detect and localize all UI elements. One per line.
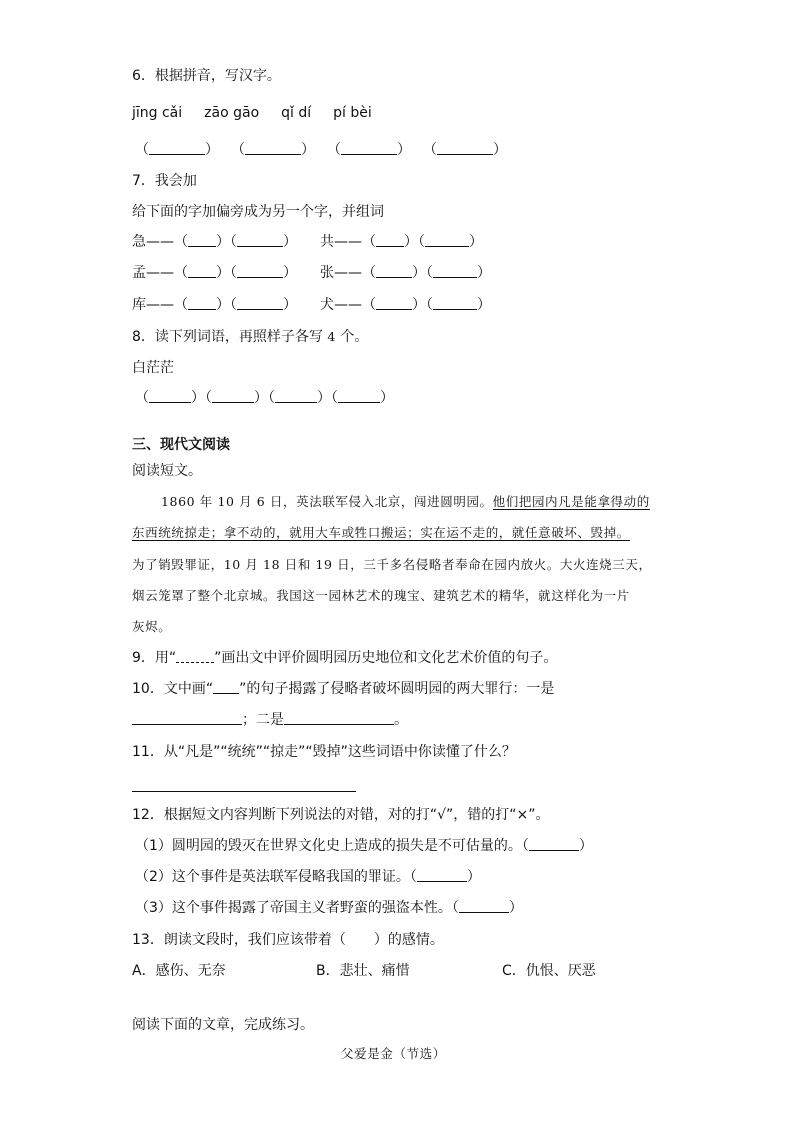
q7-row-3-right: 犬——（ ）（ ） (320, 297, 491, 313)
q11-answer-line[interactable] (132, 791, 356, 792)
section-heading: 三、现代文阅读 (132, 437, 230, 453)
answer-blank[interactable] (188, 296, 216, 310)
answer-blank[interactable] (237, 296, 283, 310)
answer-blank[interactable] (275, 389, 317, 403)
answer-blank[interactable] (237, 233, 283, 247)
q8-title-text: 8．读下列词语，再照样子各写 (132, 329, 323, 345)
answer-blank[interactable] (212, 389, 254, 403)
passage-line-3: 为了销毁罪证，10 月 18 日和 19 日，三千多名侵略者奉命在园内放火。大火连烧三天， (132, 557, 652, 572)
q11: 11．从“凡是”“统统”“掠走”“毁掉”这些词语中你读懂了什么？ (132, 744, 516, 760)
q13-option-c[interactable]: C．仇恨、厌恶 (502, 963, 596, 979)
answer-blank[interactable] (245, 141, 301, 155)
q7-title: 7．我会加 (132, 173, 197, 189)
q7-row-3-left: 库——（ ）（ ） (132, 297, 297, 313)
passage-underlined: 他们把园内凡是能拿得动的 (492, 494, 650, 509)
passage-line-1 (161, 493, 650, 511)
q10-text-b: ”的句子揭露了侵略者破坏圆明园的两大罪行：一是 (239, 681, 555, 697)
answer-blank[interactable] (237, 264, 283, 278)
answer-blank[interactable] (529, 837, 579, 851)
q7-row-1-right: 共——（ ）（ ） (320, 234, 483, 250)
reading-intro: 阅读短文。 (132, 463, 202, 479)
answer-blank[interactable] (149, 389, 191, 403)
q8-example: 白茫茫 (132, 360, 174, 376)
passage-line-2 (132, 524, 630, 542)
pinyin-2: zāo gāo (204, 105, 260, 121)
pinyin-3: qǐ dí (281, 105, 312, 121)
answer-blank[interactable] (188, 233, 216, 247)
q10-line-2 (132, 711, 408, 729)
answer-blank[interactable] (338, 389, 380, 403)
answer-blank[interactable] (149, 141, 205, 155)
pinyin-1: jīng cǎi (132, 105, 183, 121)
passage-text: 1860 年 10 月 6 日，英法联军侵入北京，闯进圆明园。 (161, 494, 493, 509)
char-label: 共—— (320, 234, 362, 250)
q7-row-1-left: 急——（ ）（ ） (132, 234, 297, 250)
q6-pinyin-row (132, 104, 372, 122)
next-article-title: 父爱是金（节选） (341, 1046, 446, 1061)
q7-instruction: 给下面的字加偏旁成为另一个字，并组词 (132, 204, 384, 220)
char-label: 张—— (320, 265, 362, 281)
q8-answer-row: （ ）（ ）（ ）（ ） (135, 390, 394, 406)
q6-answer-row: （ ） （ ） （ ） （ ） (135, 142, 507, 158)
q10-line-1 (132, 680, 554, 698)
q12-item-3: （3）这个事件揭露了帝国主义者野蛮的强盗本性。（ ） (135, 900, 523, 916)
answer-blank[interactable] (417, 868, 467, 882)
q12-item-1: （1）圆明园的毁灭在世界文化史上造成的损失是不可估量的。（ ） (135, 838, 593, 854)
answer-blank[interactable] (433, 264, 477, 278)
answer-blank[interactable] (425, 233, 469, 247)
answer-blank[interactable] (376, 264, 412, 278)
answer-blank[interactable] (284, 711, 394, 725)
answer-blank[interactable] (132, 711, 242, 725)
pinyin-4: pí bèi (333, 105, 372, 121)
q13-option-a[interactable]: A．感伤、无奈 (132, 963, 226, 979)
q12-item-text: （3）这个事件揭露了帝国主义者野蛮的强盗本性。 (135, 900, 452, 916)
answer-blank[interactable] (433, 296, 477, 310)
q7-row-2-right: 张——（ ）（ ） (320, 265, 491, 281)
q7-row-2-left: 孟——（ ）（ ） (132, 265, 297, 281)
q10-text-d: 。 (394, 712, 408, 728)
q13-stem: 13．朗读文段时，我们应该带着（ ）的感情。 (132, 932, 444, 948)
q9-text-b: ”画出文中评价圆明园历史地位和文化艺术价值的句子。 (214, 650, 558, 666)
char-label: 孟—— (132, 265, 174, 281)
q9 (132, 649, 557, 667)
q12-item-2: （2）这个事件是英法联军侵略我国的罪证。（ ） (135, 869, 481, 885)
char-label: 库—— (132, 297, 174, 313)
passage-line-5: 灰烬。 (132, 619, 172, 634)
char-label: 急—— (132, 234, 174, 250)
marker-sample (213, 680, 239, 694)
q8-title-end: 个。 (340, 329, 369, 345)
passage-underlined: 东西统统掠走；拿不动的，就用大车或牲口搬运；实在运不走的，就任意破坏、毁掉。 (132, 525, 630, 540)
answer-blank[interactable] (437, 141, 493, 155)
q8-count: 4 (327, 329, 336, 344)
q10-text-c: ；二是 (242, 712, 284, 728)
q12-title: 12．根据短文内容判断下列说法的对错，对的打“√”，错的打“×”。 (132, 807, 550, 823)
answer-blank[interactable] (376, 233, 404, 247)
q6-title: 6．根据拼音，写汉字。 (132, 68, 281, 84)
answer-blank[interactable] (341, 141, 397, 155)
q9-text-a: 9．用“ (132, 650, 177, 666)
answer-blank[interactable] (188, 264, 216, 278)
q12-item-text: （2）这个事件是英法联军侵略我国的罪证。 (135, 869, 410, 885)
passage-line-4: 烟云笼罩了整个北京城。我国这一园林艺术的瑰宝、建筑艺术的精华，就这样化为一片 (132, 588, 630, 603)
q10-text-a: 10．文中画“ (132, 681, 214, 697)
next-reading-intro: 阅读下面的文章，完成练习。 (132, 1017, 314, 1033)
char-label: 犬—— (320, 297, 362, 313)
q12-item-text: （1）圆明园的毁灭在世界文化史上造成的损失是不可估量的。 (135, 838, 522, 854)
q8-title (132, 328, 368, 346)
q13-option-b[interactable]: B．悲壮、痛惜 (316, 963, 410, 979)
marker-sample (176, 649, 214, 663)
answer-blank[interactable] (376, 296, 412, 310)
answer-blank[interactable] (459, 899, 509, 913)
